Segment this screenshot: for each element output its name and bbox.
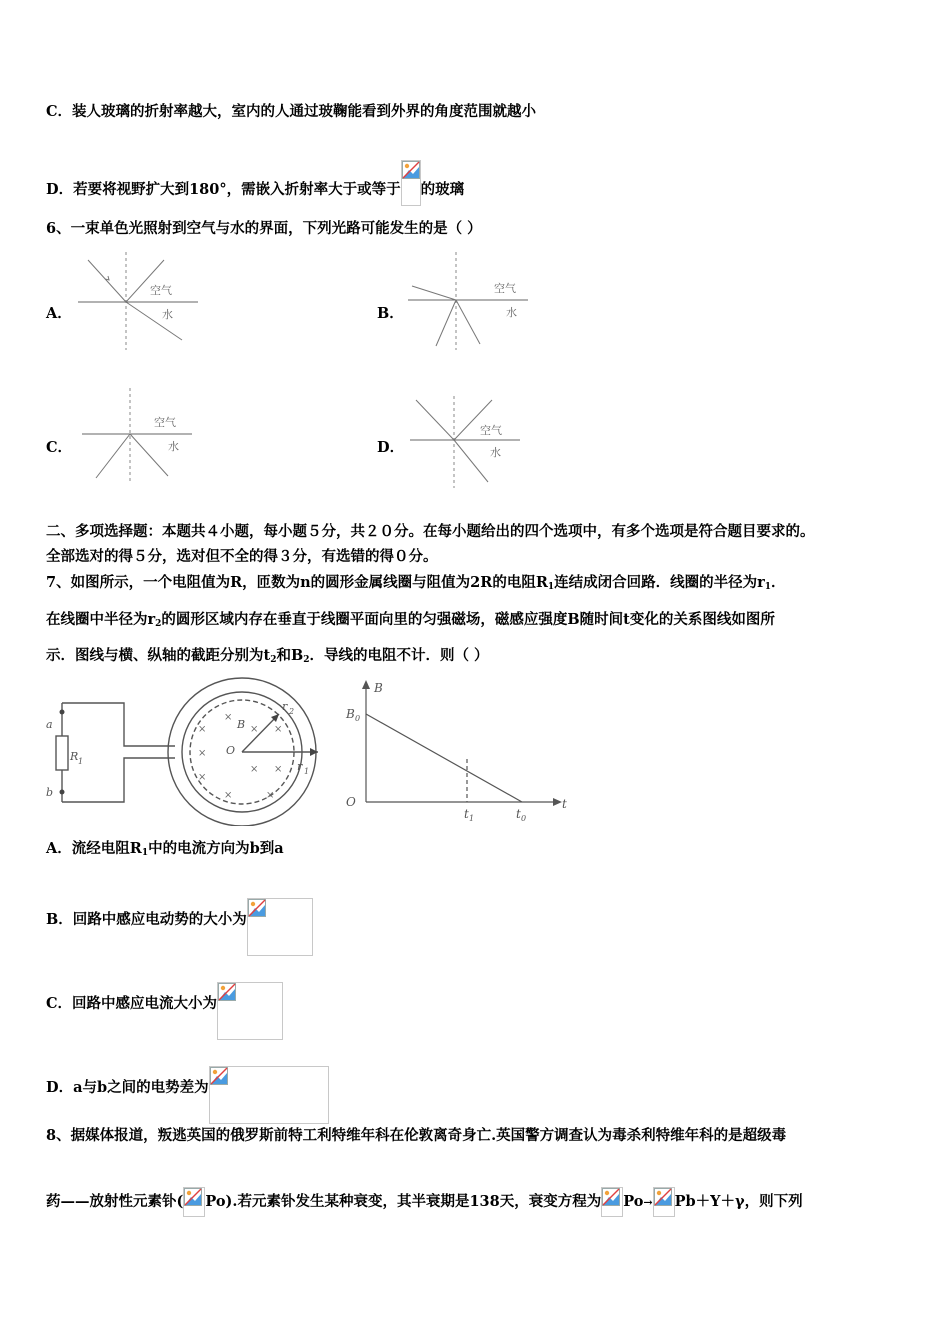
q6-stem: 6、一束单色光照射到空气与水的界面，下列光路可能发生的是（ ） (46, 220, 482, 237)
q5-option-d-suffix: 的玻璃 (420, 181, 465, 198)
q7-circuit-figure (42, 676, 332, 826)
label-air: 空气 (150, 284, 172, 297)
svg-text:0: 0 (355, 714, 361, 723)
svg-text:t: t (562, 797, 567, 811)
formula-image (401, 160, 421, 206)
broken-image-icon (210, 1067, 228, 1085)
svg-text:1: 1 (304, 767, 310, 776)
svg-text:×: × (224, 712, 233, 723)
label-air: 空气 (154, 416, 176, 429)
svg-text:B: B (237, 718, 246, 731)
label-water: 水 (162, 308, 173, 321)
svg-text:×: × (274, 724, 283, 735)
q7-option-d: D．a与b之间的电势差为 (46, 1066, 329, 1098)
formula-image (247, 898, 313, 956)
svg-text:×: × (198, 724, 207, 735)
broken-image-icon (184, 1188, 202, 1206)
svg-text:×: × (266, 790, 275, 801)
q6-label-a: A． (46, 305, 72, 322)
broken-image-icon (402, 161, 420, 179)
q7-line1: 7、如图所示，一个电阻值为R，匝数为n的圆形金属线圈与阻值为2R的电阻$R_1$连结成闭合回路．线圈的半径为$r_1$． (46, 574, 786, 592)
label-air: 空气 (494, 282, 516, 295)
svg-text:×: × (250, 724, 259, 735)
broken-image-icon (654, 1188, 672, 1206)
label-water: 水 (490, 446, 501, 459)
svg-text:×: × (250, 764, 259, 775)
q6-figure-a (78, 252, 198, 350)
q7-option-a: A．流经电阻$R_1$中的电流方向为b到a (46, 840, 284, 858)
broken-image-icon (602, 1188, 620, 1206)
q6-label-c: C． (46, 439, 73, 456)
q6-label-b: B． (377, 305, 404, 322)
formula-image (217, 982, 283, 1040)
svg-text:t: t (464, 807, 469, 821)
q7-bt-graph (338, 676, 578, 826)
formula-image (653, 1187, 675, 1217)
svg-text:a: a (46, 718, 53, 731)
svg-text:r: r (282, 700, 288, 713)
label-water: 水 (506, 306, 517, 319)
svg-text:b: b (46, 786, 54, 799)
q8-line2: 药——放射性元素钋( Po).若元素钋发生某种衰变，其半衰期是138天，衰变方程为 Po→ Pb＋Y＋γ，则下列 (46, 1187, 803, 1213)
q7-line3: 示．图线与横、纵轴的截距分别为$t_2$和$B_2$．导线的电阻不计．则（ ） (46, 647, 489, 665)
svg-text:R: R (70, 750, 79, 763)
q6-figure-d (410, 396, 520, 488)
svg-text:B: B (374, 681, 383, 695)
svg-text:×: × (274, 764, 283, 775)
section2-line2: 全部选对的得５分，选对但不全的得３分，有选错的得０分。 (46, 548, 438, 565)
label-air: 空气 (480, 424, 502, 437)
svg-text:O: O (226, 744, 236, 757)
q6-figure-c (82, 388, 192, 484)
formula-image (601, 1187, 623, 1217)
broken-image-icon (218, 983, 236, 1001)
formula-image (183, 1187, 205, 1217)
svg-text:r: r (297, 760, 303, 773)
q5-option-d-text: D．若要将视野扩大到180°，需嵌入折射率大于或等于 (46, 181, 401, 198)
q7-line2: 在线圈中半径为$r_2$的圆形区域内存在垂直于线圈平面向里的匀强磁场，磁感应强度B随时间t变化的关系图线如图所 (46, 611, 775, 629)
svg-text:×: × (198, 748, 207, 759)
svg-text:O: O (346, 795, 356, 809)
svg-text:1: 1 (469, 814, 475, 823)
q7-option-b: B．回路中感应电动势的大小为 (46, 898, 313, 930)
svg-text:B: B (346, 707, 355, 721)
svg-text:1: 1 (78, 757, 84, 766)
q5-option-d (46, 160, 464, 200)
q7-option-c: C．回路中感应电流大小为 (46, 982, 283, 1014)
svg-text:×: × (198, 772, 207, 783)
q6-figure-b (408, 252, 528, 350)
section2-line1: 二、多项选择题：本题共４小题，每小题５分，共２０分。在每小题给出的四个选项中，有多个选项是符合题目要求的。 (46, 523, 815, 540)
q8-line1: 8、据媒体报道，叛逃英国的俄罗斯前特工利特维年科在伦敦离奇身亡.英国警方调查认为毒杀利特维年科的是超级毒 (46, 1127, 787, 1144)
label-water: 水 (168, 440, 179, 453)
q6-label-d: D． (377, 439, 405, 456)
svg-text:0: 0 (521, 814, 527, 823)
svg-text:×: × (224, 790, 233, 801)
formula-image (209, 1066, 329, 1124)
svg-text:2: 2 (289, 707, 295, 716)
q5-option-c: C．装人玻璃的折射率越大，室内的人通过玻鞠能看到外界的角度范围就越小 (46, 103, 537, 120)
svg-text:t: t (516, 807, 521, 821)
broken-image-icon (248, 899, 266, 917)
